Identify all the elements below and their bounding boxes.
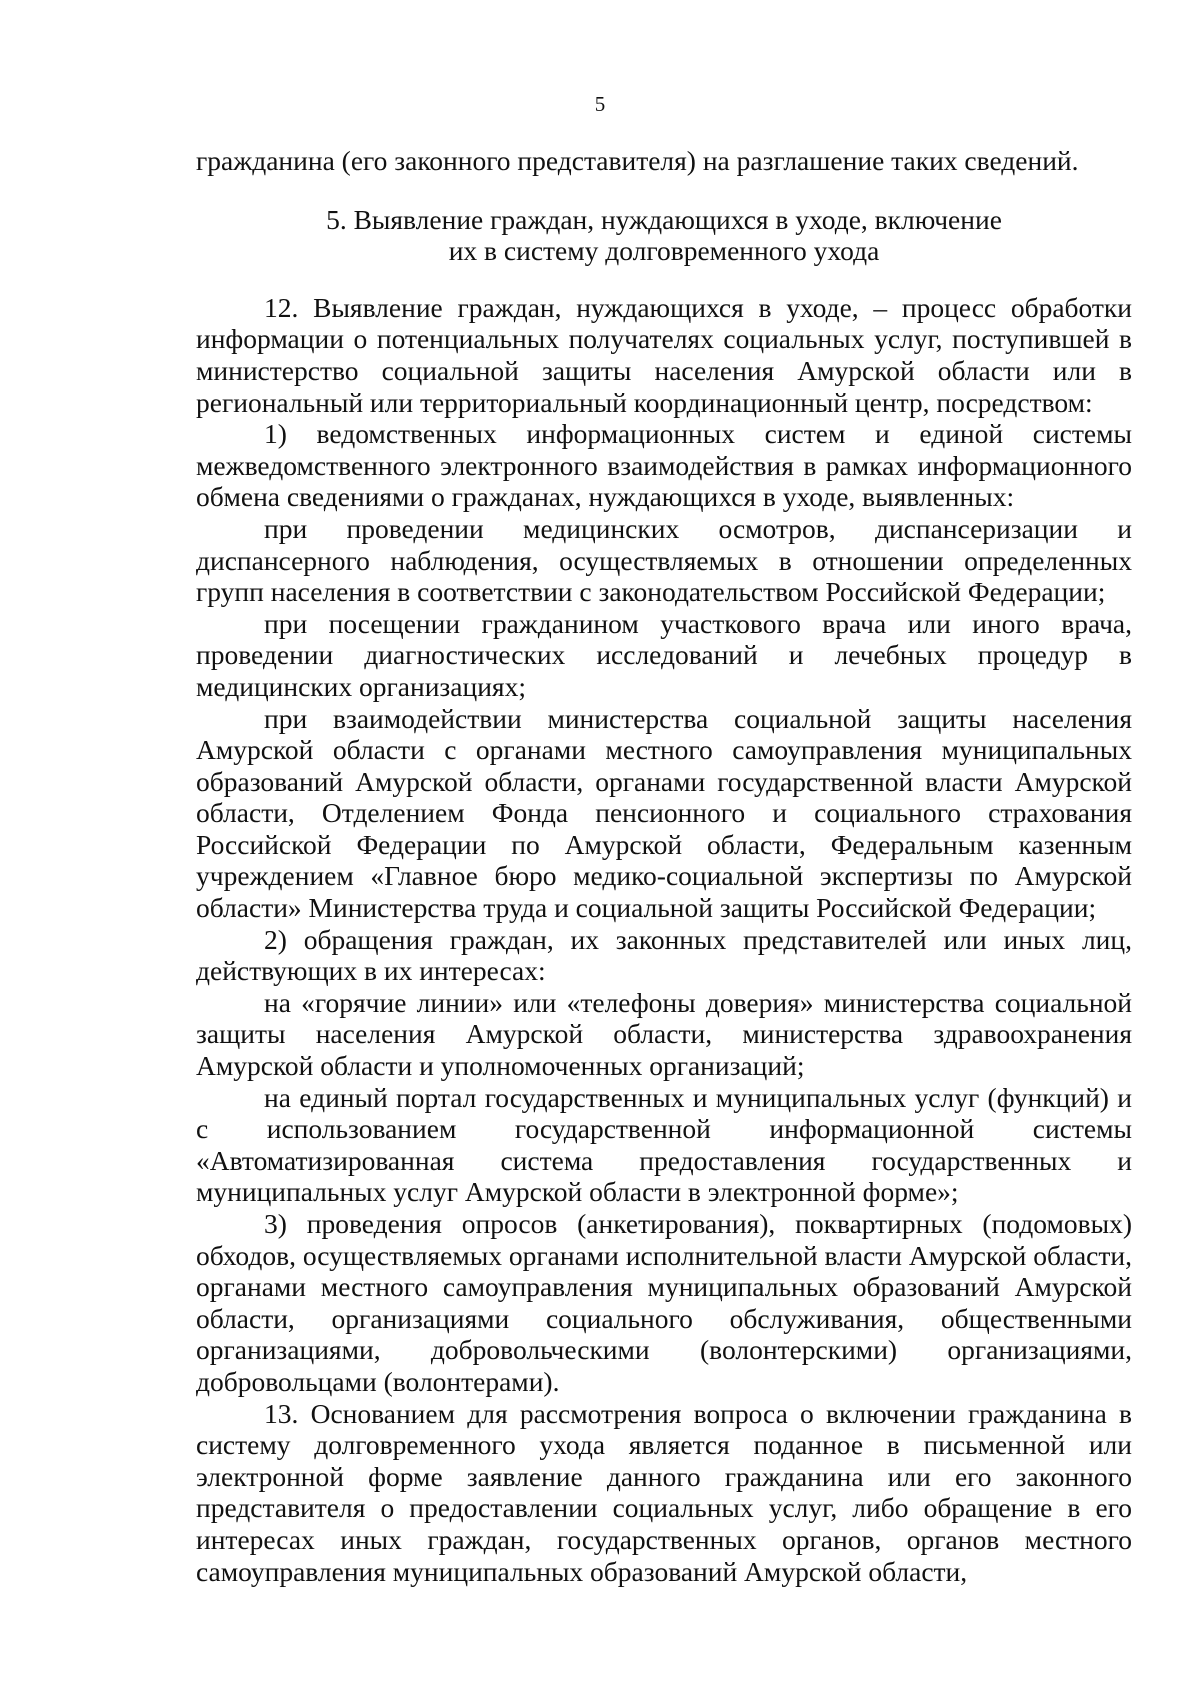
paragraph-12-item-2: 2) обращения граждан, их законных представителей или иных лиц, действующих в их интересах: — [196, 923, 1132, 987]
paragraph-12: 12. Выявление граждан, нуждающихся в уходе, – процесс обработки информации о потенциальных получателях социальных услуг, поступившей в министерство социальной защиты населения Амурской области или в региональный или территориальный координационный центр, посредством: — [196, 291, 1132, 418]
paragraph-ministry-interaction: при взаимодействии министерства социальной защиты населения Амурской области с органами местного самоуправления муниципальных образований Амурской области, органами государственной власти Амурской области, Отделением Фонда пенсионного и социального страхования Российской Федерации по Амурской области, Федеральным казенным учреждением «Главное бюро медико-социальной экспертизы по Амурской области» Министерства труда и социальной защиты Российской Федерации; — [196, 702, 1132, 924]
document-body — [196, 145, 1132, 1587]
section-heading-line-2: их в систему долговременного ухода — [448, 235, 880, 267]
paragraph-hotlines: на «горячие линии» или «телефоны доверия» министерства социальной защиты населения Амурской области, министерства здравоохранения Амурской области и уполномоченных организаций; — [196, 986, 1132, 1082]
paragraph-medical-exams: при проведении медицинских осмотров, диспансеризации и диспансерного наблюдения, осуществляемых в отношении определенных групп населения в соответствии с законодательством Российской Федерации; — [196, 512, 1132, 608]
lead-text: гражданина (его законного представителя) на разглашение таких сведений. — [196, 145, 1079, 176]
paragraph-13: 13. Основанием для рассмотрения вопроса о включении гражданина в систему долговременного ухода является поданное в письменной или электронной форме заявление данного гражданина или его законного представителя о предоставлении социальных услуг, либо обращение в его интересах иных граждан, государственных органов, органов местного самоуправления муниципальных образований Амурской области, — [196, 1397, 1132, 1587]
section-heading-line-1: 5. Выявление граждан, нуждающихся в уходе, включение — [326, 203, 1002, 235]
section-heading — [196, 204, 1132, 267]
page-number: 5 — [594, 92, 606, 116]
paragraph-portal: на единый портал государственных и муниципальных услуг (функций) и с использованием государственной информационной системы «Автоматизированная система предоставления государственных и муниципальных услуг Амурской области в электронной форме»; — [196, 1081, 1132, 1208]
paragraph-12-item-3: 3) проведения опросов (анкетирования), поквартирных (подомовых) обходов, осуществляемых органами исполнительной власти Амурской области, органами местного самоуправления муниципальных образований Амурской области, организациями социального обслуживания, общественными организациями, добровольческими (волонтерскими) организациями, добровольцами (волонтерами). — [196, 1208, 1132, 1397]
paragraph-doctor-visits: при посещении гражданином участкового врача или иного врача, проведении диагностических исследований и лечебных процедур в медицинских организациях; — [196, 607, 1132, 702]
paragraph-12-item-1: 1) ведомственных информационных систем и единой системы межведомственного электронного взаимодействия в рамках информационного обмена сведениями о гражданах, нуждающихся в уходе, выявленных: — [196, 418, 1132, 513]
